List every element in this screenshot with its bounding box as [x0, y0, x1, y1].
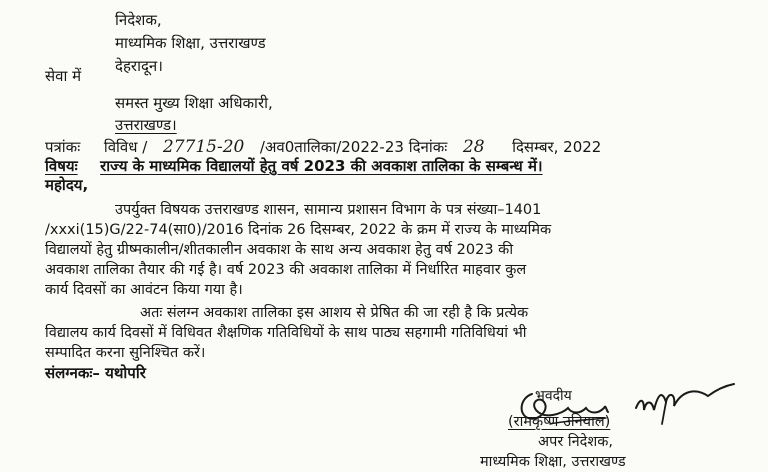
subject-label: विषयः: [45, 157, 78, 175]
reference-day: 28: [462, 137, 485, 157]
sender-title: निदेशक,: [115, 11, 162, 29]
sender-city: देहरादून।: [115, 57, 163, 75]
body-p1-line1: उपर्युक्त विषयक उत्तराखण्ड शासन, सामान्य प्रशासन विभाग के पत्र संख्या–1401: [115, 202, 542, 218]
closing-yours: भवदीय: [535, 388, 572, 404]
reference-month-year: दिसम्बर, 2022: [512, 138, 602, 156]
body-p1-line2: /xxxi(15)G/22-74(सा0)/2016 दिनांक 26 दिसम्बर, 2022 के क्रम में राज्य के माध्यमिक: [45, 222, 552, 238]
enclosure-line: संलग्नकः– यथोपरि: [45, 364, 146, 382]
salutation: महोदय,: [45, 176, 89, 194]
body-p2-line1: अतः संलग्न अवकाश तालिका इस आशय से प्रेषित की जा रही है कि प्रत्येक: [140, 305, 529, 321]
subject-line: [45, 156, 543, 176]
body-p1-line5: कार्य दिवसों का आवंटन किया गया है।: [45, 282, 243, 298]
reference-line: [45, 137, 601, 157]
body-p1-line3: विद्यालयों हेतु ग्रीष्मकालीन/शीतकालीन अवकाश के साथ अन्य अवकाश हेतु वर्ष 2023 की: [45, 242, 514, 258]
sender-department: माध्यमिक शिक्षा, उत्तराखण्ड: [115, 34, 266, 52]
recipient-state: उत्तराखण्ड।: [115, 116, 177, 134]
subject-text: राज्य के माध्यमिक विद्यालयों हेतु वर्ष 2023 की अवकाश तालिका के सम्बन्ध में।: [100, 157, 543, 175]
reference-series: /अव0तालिका/2022-23 दिनांकः: [259, 138, 448, 156]
reference-prefix: विविध /: [103, 138, 148, 156]
signatory-name: (रामकृष्ण उनियाल): [508, 414, 611, 430]
recipient-label: सेवा में: [45, 67, 82, 85]
body-p2-line3: सम्पादित करना सुनिश्चित करें।: [45, 345, 206, 361]
body-p1-line4: अवकाश तालिका तैयार की गई है। वर्ष 2023 की अवकाश तालिका में निर्धारित माहवार कुल: [45, 262, 527, 278]
body-p2-line2: विद्यालय कार्य दिवसों में विधिवत शैक्षणिक गतिविधियों के साथ पाठ्य सहगामी गतिविधियां भी: [45, 325, 527, 341]
signatory-designation: अपर निदेशक,: [538, 434, 613, 450]
reference-number: 27715-20: [162, 137, 245, 157]
recipient-name: समस्त मुख्य शिक्षा अधिकारी,: [115, 94, 273, 112]
signatory-department: माध्यमिक शिक्षा, उत्तराखण्ड: [480, 454, 626, 470]
reference-label: पत्रांकः: [45, 138, 81, 156]
